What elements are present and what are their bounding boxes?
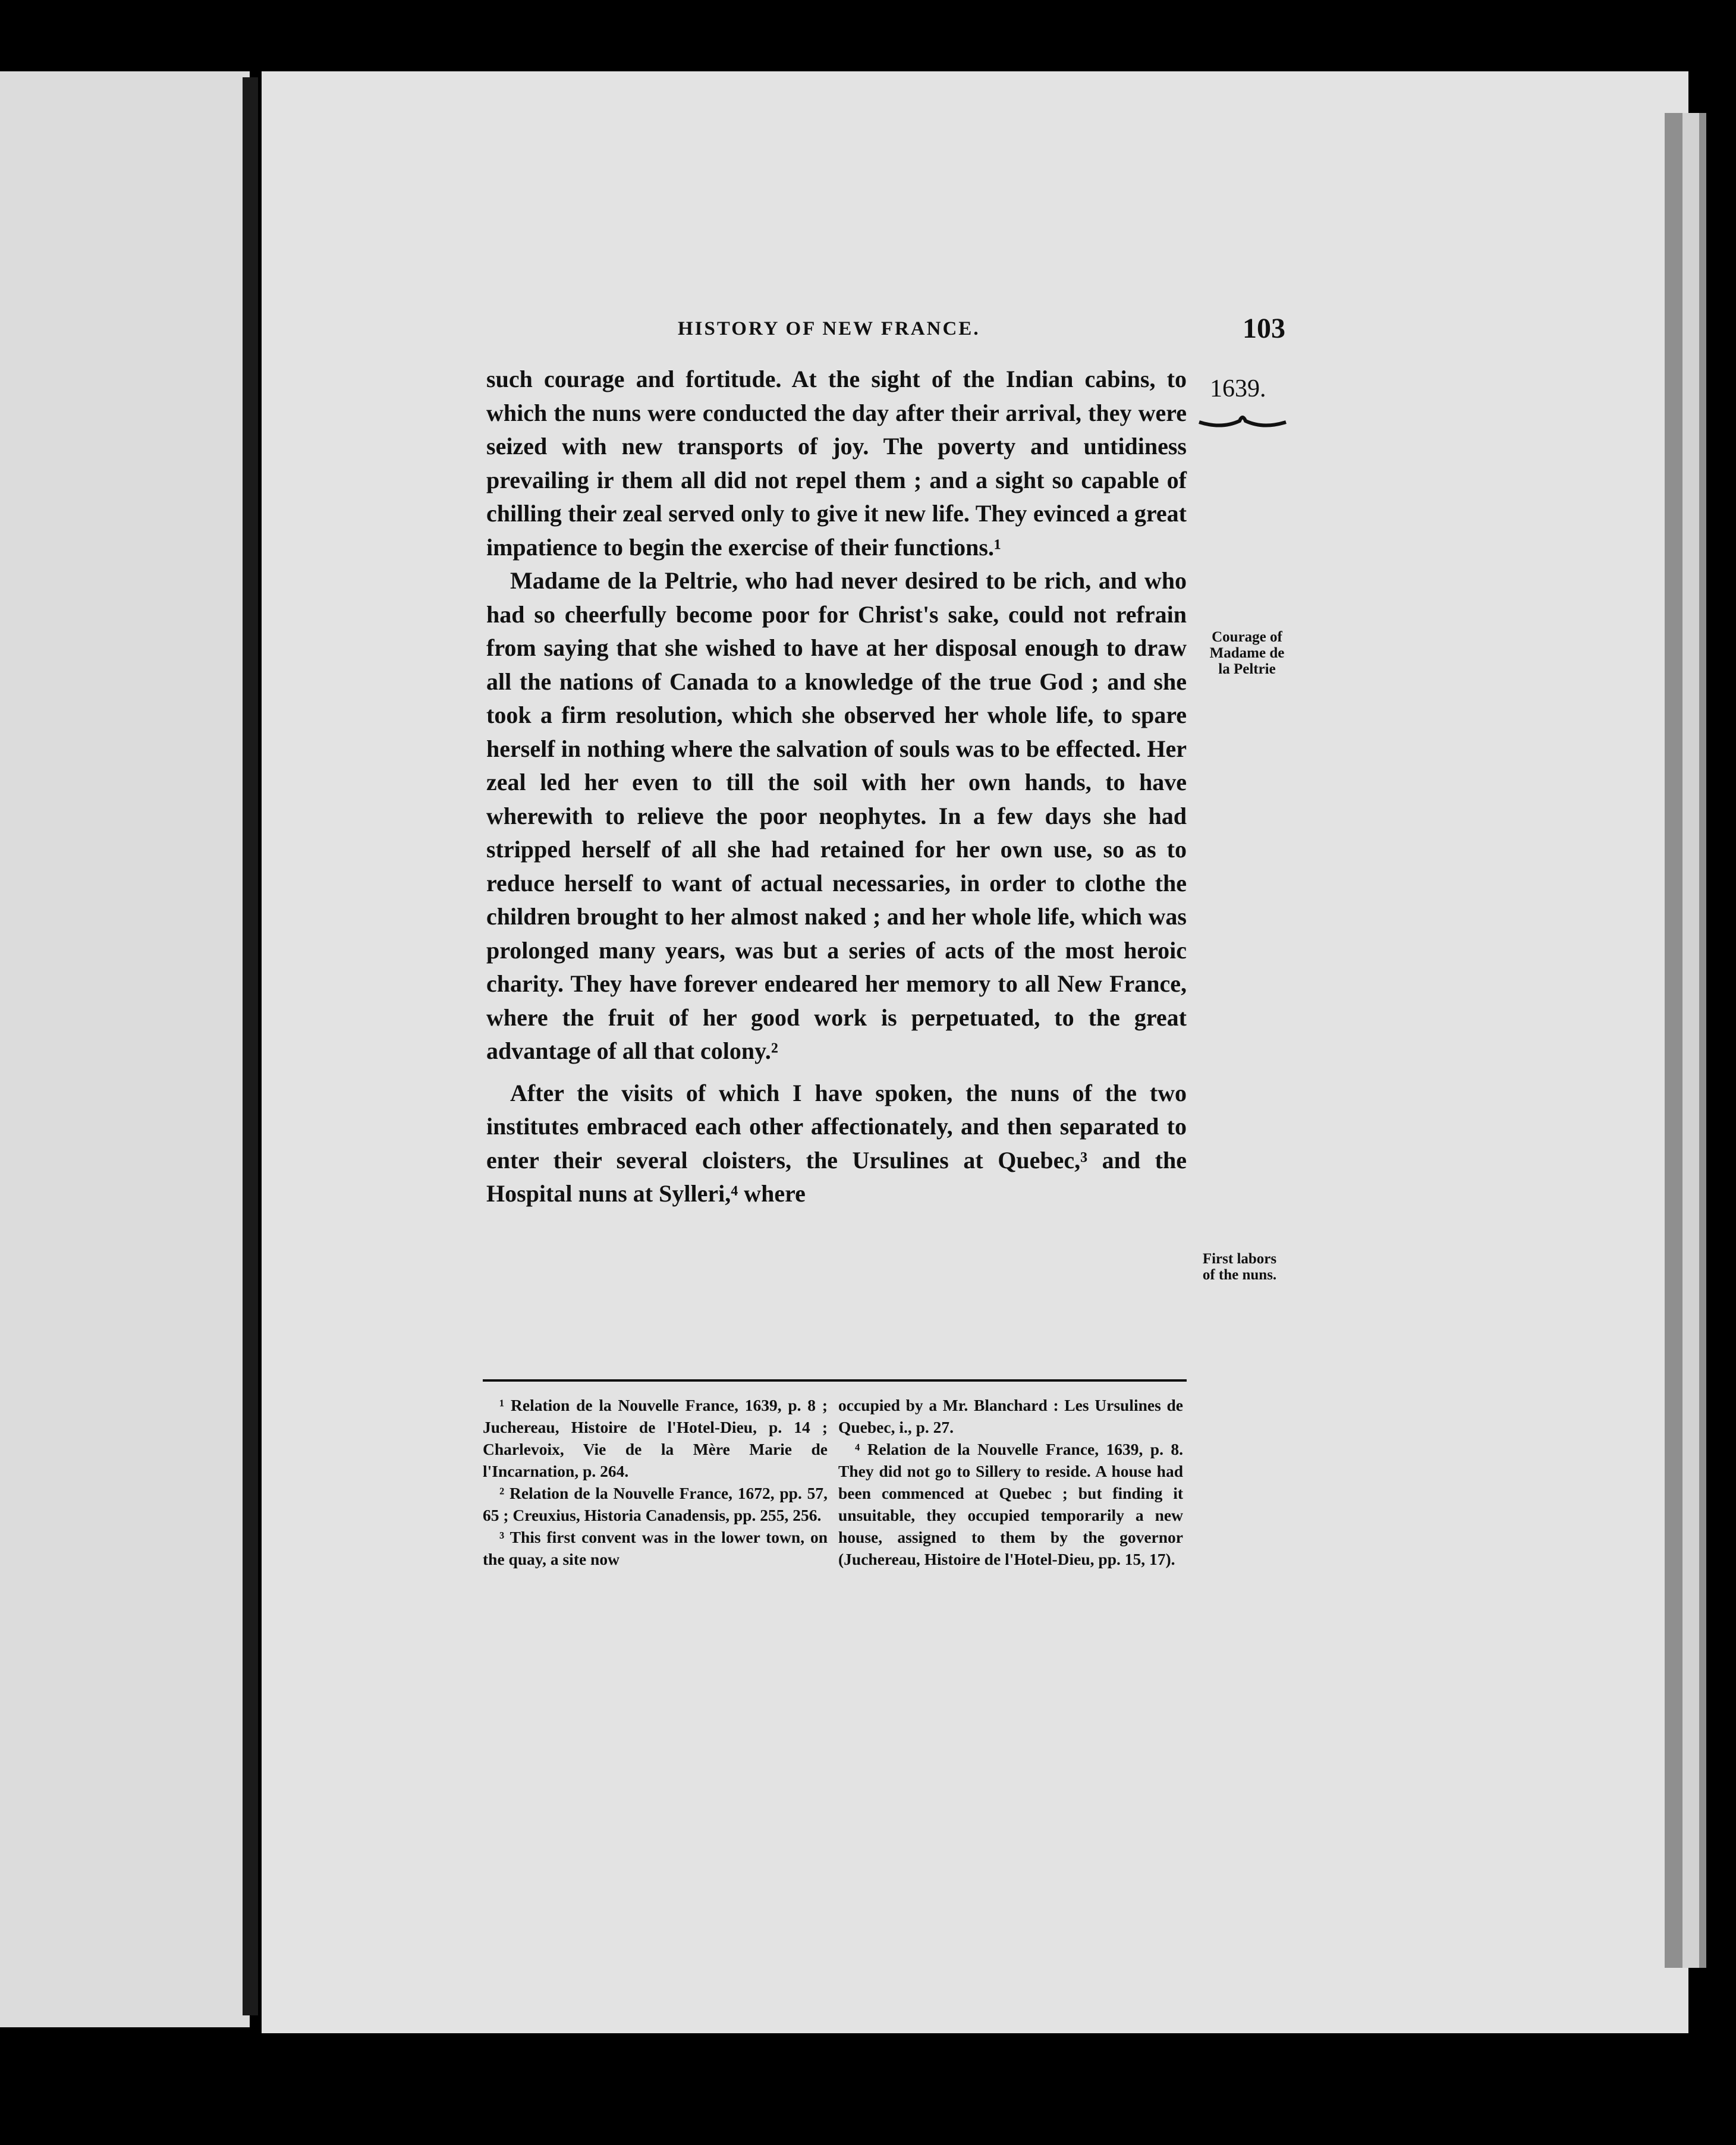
page-edge-highlight [1682, 113, 1699, 1968]
page-number: 103 [1243, 313, 1285, 344]
paragraph: such courage and fortitude. At the sight of the Indian cabins, to which the nuns were conducted the day after their arrival, they were seized with new transports of joy. The poverty and untidiness prevailing ir them all did not repel them ; and a sight so capable of chilling their zeal served only to give it new life. They evinced a great impatience to begin the exercise of their functions.¹ [486, 366, 1187, 561]
footnote-divider [483, 1379, 1187, 1382]
margin-note-line: Courage of [1212, 629, 1282, 645]
footnote: ¹ Relation de la Nouvelle France, 1639, p. 8 ; Juchereau, Histoire de l'Hotel-Dieu, p. 14 ; Charlevoix, Vie de la Mère Marie de l'Incarnation, p. 264. [483, 1396, 828, 1480]
paragraph: Madame de la Peltrie, who had never desired to be rich, and who had so cheerfully become poor for Christ's sake, could not refrain from saying that she wished to have at her disposal enough to draw all the nations of Canada to a knowledge of the true God ; and she took a firm resolution, which she observed her whole life, to spare herself in nothing where the salvation of souls was to be effected. Her zeal led her even to till the soil with her own hands, to have wherewith to relieve the poor neophytes. In a few days she had stripped herself of all she had retained for her own use, so as to reduce herself to want of actual necessaries, in order to clothe the children brought to her almost naked ; and her whole life, which was prolonged many years, was but a series of acts of the most heroic charity. They have forever endeared her memory to all New France, where the fruit of her good work is perpetuated, to the great advantage of all that colony.² [486, 567, 1187, 1064]
margin-note-line: la Peltrie [1218, 661, 1276, 677]
margin-note-first-labors [1180, 1251, 1299, 1283]
footnote-continuation: occupied by a Mr. Blanchard : Les Ursulines de Quebec, i., p. 27. [838, 1396, 1183, 1436]
book-gutter [243, 77, 258, 2015]
running-head: HISTORY OF NEW FRANCE. [678, 318, 980, 339]
footnotes-left-column [483, 1394, 828, 1570]
footnotes-right-column [838, 1394, 1183, 1570]
footnote: ⁴ Relation de la Nouvelle France, 1639, p. 8. They did not go to Sillery to reside. A house had been commenced at Quebec ; but finding it unsuitable, they occupied temporarily a new house, assigned to them by the governor (Juchereau, Histoire de l'Hotel-Dieu, pp. 15, 17). [838, 1440, 1183, 1568]
brace-ornament [1198, 411, 1287, 435]
margin-note-line: First labors [1202, 1251, 1277, 1267]
facing-page [0, 71, 250, 2027]
footnote: ³ This first convent was in the lower town, on the quay, a site now [483, 1528, 828, 1568]
margin-note-courage [1192, 629, 1302, 677]
margin-year: 1639. [1210, 375, 1266, 402]
margin-note-line: Madame de [1209, 645, 1285, 661]
body-text [486, 363, 1187, 1211]
paragraph: After the visits of which I have spoken, the nuns of the two institutes embraced each other affectionately, and then separated to enter their several cloisters, the Ursulines at Quebec,³ and the Hospital nuns at Sylleri,⁴ where [486, 1079, 1187, 1207]
margin-note-line: of the nuns. [1202, 1267, 1277, 1283]
footnote: ² Relation de la Nouvelle France, 1672, pp. 57, 65 ; Creuxius, Historia Canadensis, pp. 255, 256. [483, 1484, 828, 1524]
